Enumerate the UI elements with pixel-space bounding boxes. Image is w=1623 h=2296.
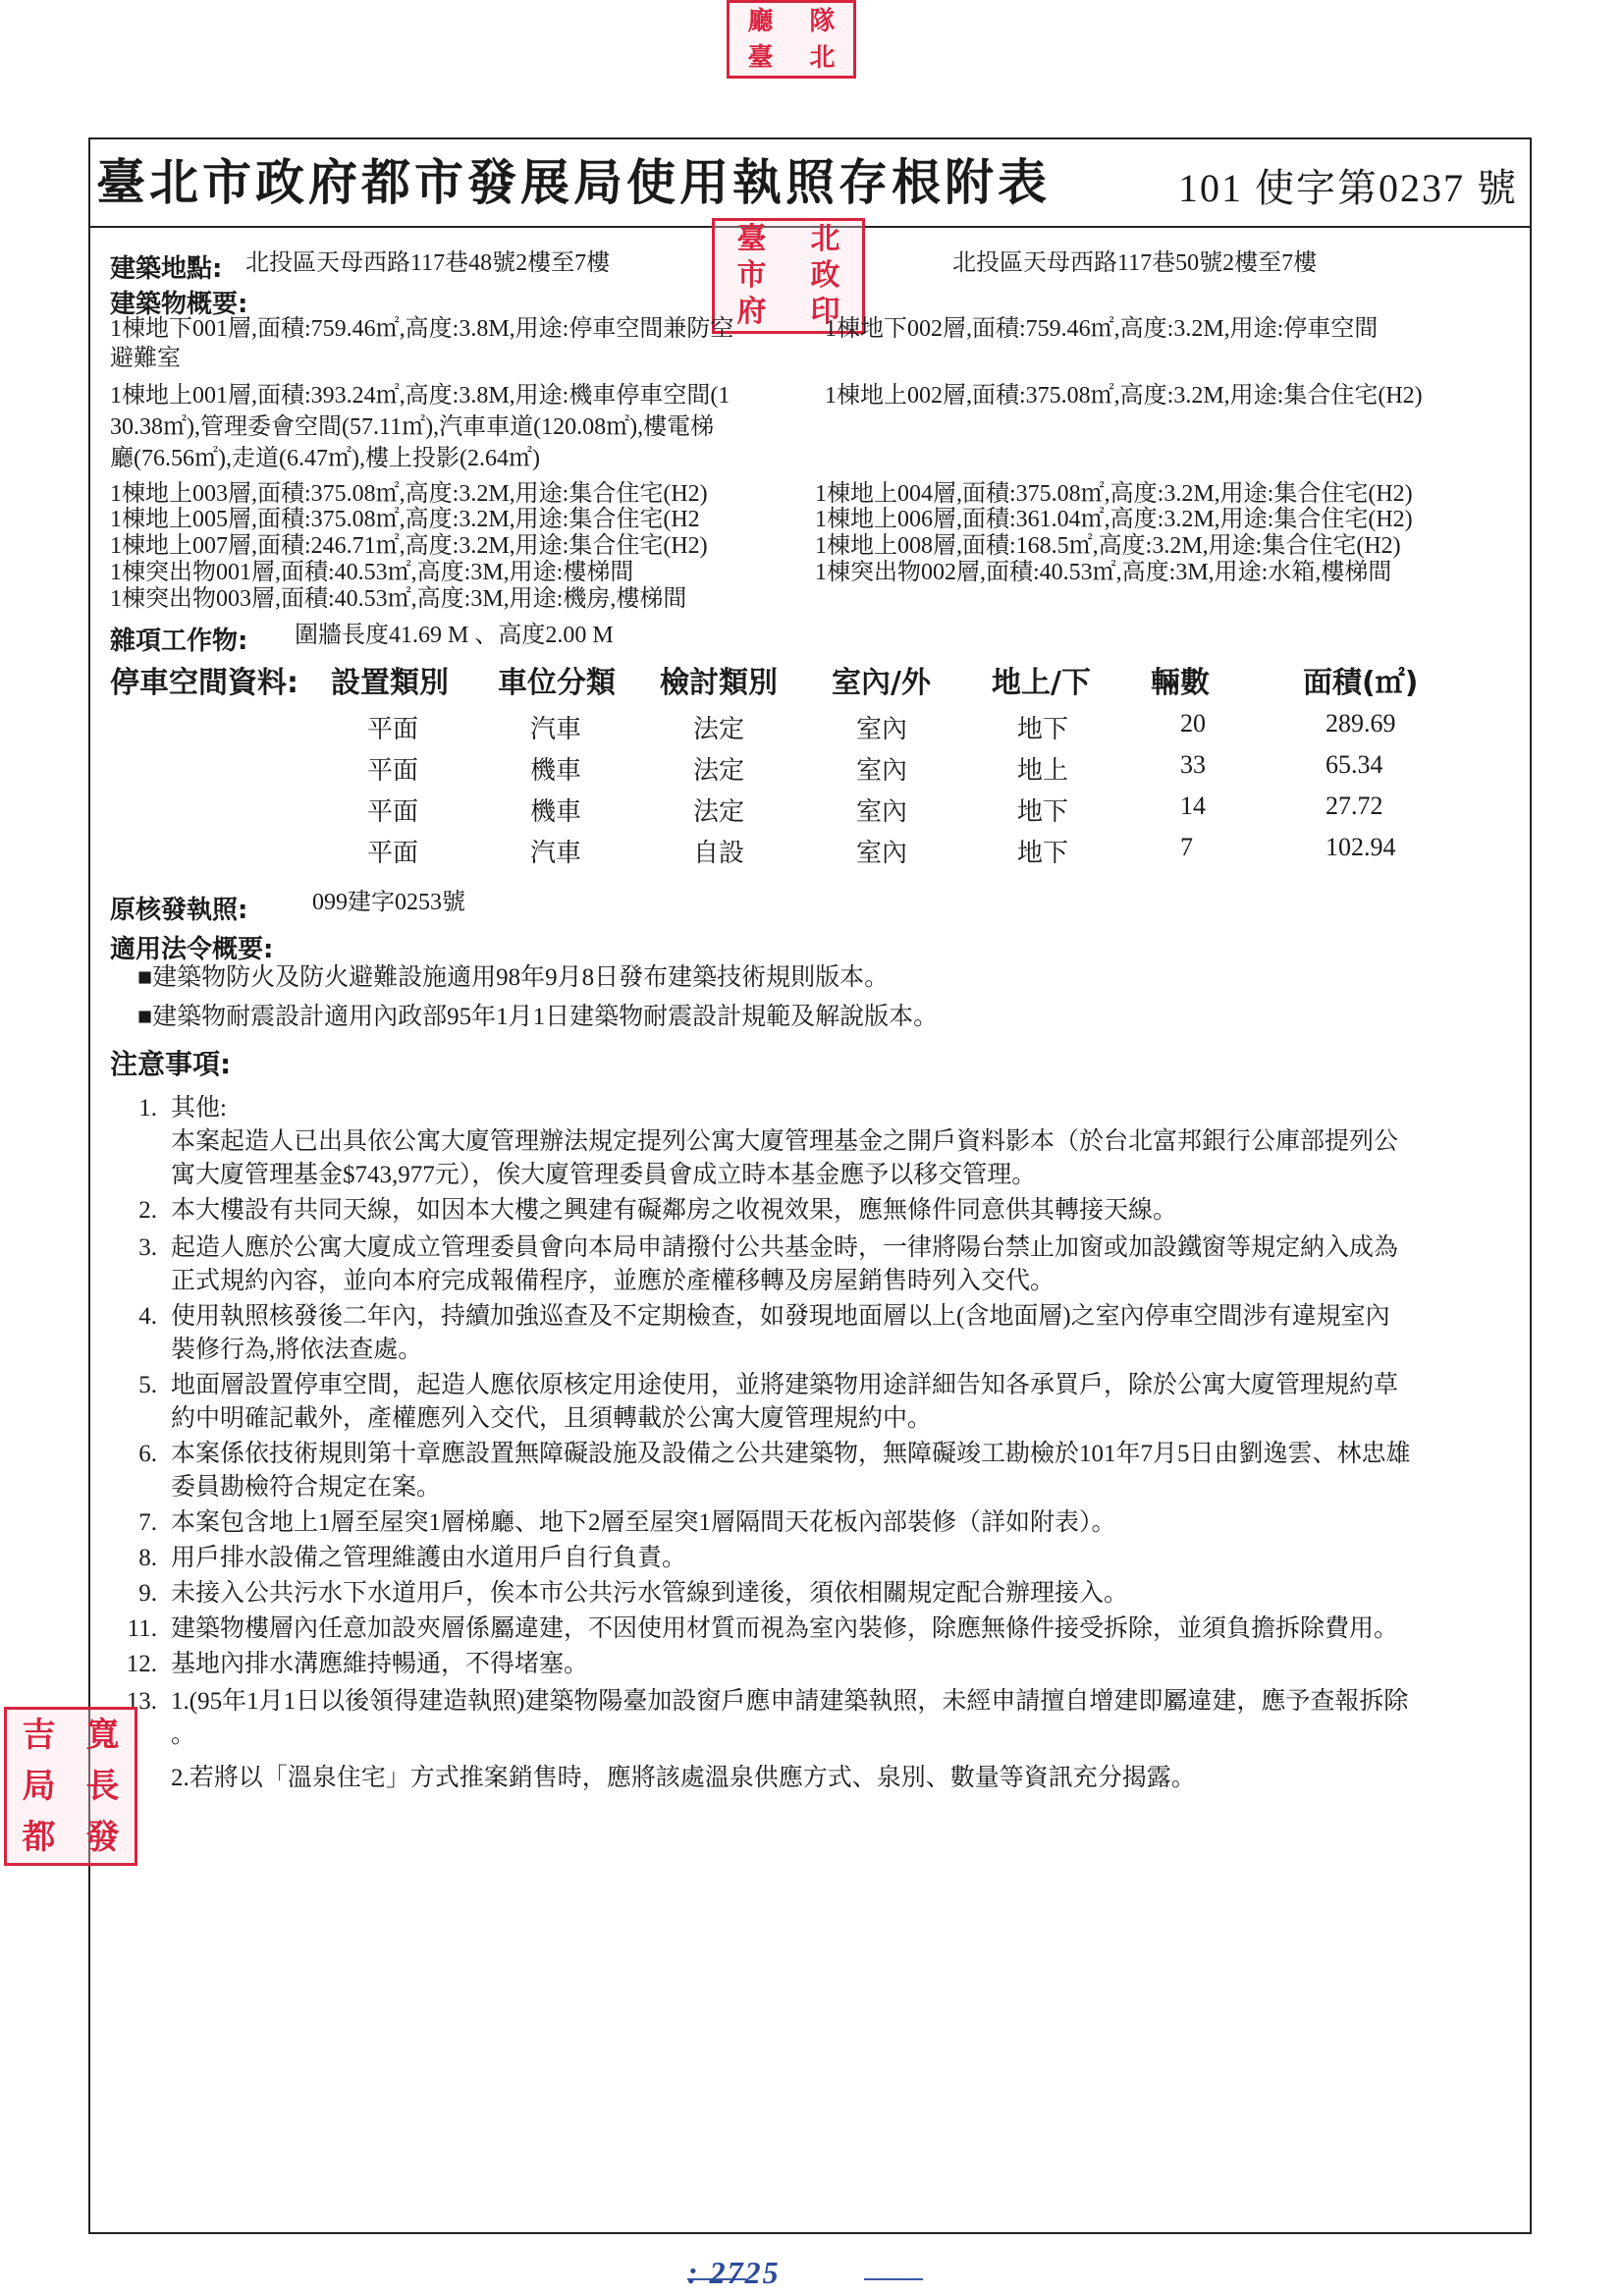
parking-cell: 65.34: [1325, 750, 1383, 779]
parking-cell: 室內: [856, 839, 908, 867]
parking-cell: 法定: [693, 797, 745, 826]
parking-cell: 平面: [367, 715, 419, 743]
official-seal-left: [4, 1707, 137, 1866]
parking-cell: 室內: [856, 797, 908, 826]
overview-line: 1棟地下002層,面積:759.46㎡,高度:3.2M,用途:停車空間: [825, 316, 1379, 342]
seal-char: 局: [22, 1767, 56, 1806]
note-number: 12.: [126, 1651, 157, 1677]
notes-label: 注意事項:: [110, 1048, 232, 1080]
note-number: 11.: [127, 1615, 157, 1642]
note-body: [171, 1648, 1531, 1681]
seal-char: 市: [736, 257, 767, 293]
misc-works-value: 圍牆長度41.69 M 、高度2.00 M: [295, 623, 614, 648]
seal-char: 吉: [22, 1716, 56, 1755]
note-body: [171, 1613, 1531, 1646]
note-body: [171, 1369, 1531, 1436]
location-value-1: 北投區天母西路117巷48號2樓至7樓: [245, 250, 611, 276]
overview-line: 1棟地下001層,面積:759.46㎡,高度:3.8M,用途:停車空間兼防空: [110, 316, 734, 342]
note-line: 未接入公共污水下水道用戶，俟本市公共污水管線到達後，須依相關規定配合辦理接入。: [171, 1580, 1129, 1607]
parking-cell: 289.69: [1325, 709, 1396, 738]
note-body: [171, 1300, 1531, 1367]
overview-line: 1棟地上005層,面積:375.08㎡,高度:3.2M,用途:集合住宅(H2: [110, 507, 700, 532]
note-number: 6.: [138, 1441, 157, 1467]
parking-label: 停車空間資料:: [110, 666, 298, 700]
parking-cell: 地下: [1017, 797, 1069, 826]
seal-char: 寬: [85, 1716, 120, 1755]
seal-char: 廳: [747, 6, 774, 36]
seal-char: 都: [22, 1818, 56, 1857]
note-number: 5.: [138, 1372, 157, 1398]
note-body: [171, 1577, 1531, 1611]
note-line: 裝修行為,將依法查處。: [171, 1337, 423, 1363]
parking-cell: 汽車: [530, 839, 582, 867]
parking-cell: 機車: [530, 797, 582, 826]
page-number-value: 2725: [709, 2255, 781, 2290]
footer-decoration-right: [864, 2278, 923, 2280]
parking-cell: 102.94: [1325, 833, 1396, 861]
regulations-label: 適用法令概要:: [110, 935, 274, 964]
parking-cell: 7: [1180, 833, 1193, 861]
note-number: 1.: [138, 1095, 157, 1121]
seal-char: 政: [810, 257, 840, 293]
note-line: 1.(95年1月1日以後領得建造執照)建築物陽臺加設窗戶應申請建築執照，未經申請擅自增建即屬違建，應予查報拆除: [171, 1688, 1409, 1715]
note-line: 使用執照核發後二年內，持續加強巡查及不定期檢查，如發現地面層以上(含地面層)之室內停車空間涉有違規室內: [171, 1303, 1390, 1330]
note-line: 。: [171, 1722, 196, 1748]
seal-char: 發: [85, 1818, 120, 1857]
note-line: 本案係依技術規則第十章應設置無障礙設施及設備之公共建築物，無障礙竣工勘檢於101年7月5日由劉逸雲、林忠雄: [171, 1441, 1411, 1467]
overview-line: 1棟地上002層,面積:375.08㎡,高度:3.2M,用途:集合住宅(H2): [825, 383, 1423, 409]
parking-cell: 14: [1180, 792, 1206, 820]
overview-line: 1棟地上001層,面積:393.24㎡,高度:3.8M,用途:機車停車空間(1: [110, 383, 730, 409]
note-line: 其他:: [171, 1095, 227, 1121]
note-line: 地面層設置停車空間，起造人應依原核定用途使用，並將建築物用途詳細告知各承買戶，除於公寓大廈管理規約草: [171, 1372, 1399, 1398]
overview-line: 1棟地上008層,面積:168.5㎡,高度:3.2M,用途:集合住宅(H2): [815, 533, 1401, 559]
parking-header: 面積(㎡): [1303, 666, 1419, 700]
document-title: 臺北市政府都市發展局使用執照存根附表: [96, 153, 1051, 211]
note-body: [171, 1438, 1531, 1504]
note-body: [171, 1685, 1531, 1795]
parking-header: 設置類別: [331, 666, 449, 700]
parking-cell: 平面: [367, 839, 419, 867]
misc-works-label: 雜項工作物:: [110, 627, 248, 656]
regulation-item: ■建築物耐震設計適用內政部95年1月1日建築物耐震設計規範及解說版本。: [137, 1004, 939, 1030]
parking-header: 輛數: [1151, 666, 1210, 700]
note-number: 7.: [138, 1509, 157, 1536]
seal-char: 印: [810, 295, 840, 330]
note-line: 本案包含地上1層至屋突1層梯廳、地下2層至屋突1層隔間天花板內部裝修（詳如附表）。: [171, 1509, 1116, 1536]
note-number: 13.: [126, 1688, 157, 1715]
location-label: 建築地點:: [110, 254, 223, 284]
parking-cell: 27.72: [1325, 792, 1383, 820]
note-line: 2.若將以「溫泉住宅」方式推案銷售時，應將該處溫泉供應方式、泉別、數量等資訊充分揭露。: [171, 1765, 1196, 1791]
official-seal-top: [727, 0, 856, 79]
parking-cell: 法定: [693, 756, 745, 785]
parking-header: 室內/外: [832, 666, 931, 700]
location-value-2: 北投區天母西路117巷50號2樓至7樓: [952, 250, 1318, 276]
parking-cell: 地上: [1017, 756, 1069, 785]
overview-line: 1棟地上003層,面積:375.08㎡,高度:3.2M,用途:集合住宅(H2): [110, 481, 708, 507]
parking-header: 車位分類: [498, 666, 616, 700]
note-line: 委員勘檢符合規定在案。: [171, 1474, 442, 1501]
note-line: 建築物樓層內任意加設夾層係屬違建，不因使用材質而視為室內裝修，除應無條件接受拆除，並須負擔拆除費用。: [171, 1615, 1399, 1642]
parking-cell: 機車: [530, 756, 582, 785]
parking-cell: 室內: [856, 715, 908, 743]
note-body: [171, 1231, 1531, 1298]
parking-cell: 平面: [367, 756, 419, 785]
parking-cell: 20: [1180, 709, 1206, 738]
overview-line: 30.38㎡),管理委會空間(57.11㎡),汽車車道(120.08㎡),樓電梯: [110, 414, 715, 440]
overview-line: 1棟地上007層,面積:246.71㎡,高度:3.2M,用途:集合住宅(H2): [110, 533, 708, 559]
parking-cell: 室內: [856, 756, 908, 785]
seal-char: 臺: [736, 221, 767, 256]
seal-char: 府: [736, 295, 767, 330]
overview-line: 避難室: [110, 346, 181, 371]
overview-label: 建築物概要:: [110, 290, 248, 319]
note-body: [171, 1542, 1531, 1575]
overview-line: 廳(76.56㎡),走道(6.47㎡),樓上投影(2.64㎡): [110, 446, 540, 471]
parking-header: 地上/下: [992, 666, 1091, 700]
page-number: : 2725: [687, 2255, 781, 2290]
note-line: 本大樓設有共同天線，如因本大樓之興建有礙鄰房之收視效果，應無條件同意供其轉接天線。: [171, 1197, 1178, 1224]
overview-line: 1棟地上004層,面積:375.08㎡,高度:3.2M,用途:集合住宅(H2): [815, 481, 1413, 507]
note-body: [171, 1092, 1531, 1192]
parking-cell: 33: [1180, 750, 1206, 779]
note-line: 用戶排水設備之管理維護由水道用戶自行負責。: [171, 1545, 687, 1571]
note-line: 約中明確記載外，產權應列入交代，且須轉載於公寓大廈管理規約中。: [171, 1405, 933, 1432]
overview-line: 1棟突出物001層,面積:40.53㎡,高度:3M,用途:樓梯間: [110, 560, 634, 585]
note-number: 9.: [138, 1580, 157, 1607]
seal-char: 北: [810, 221, 840, 256]
note-line: 寓大廈管理基金$743,977元），俟大廈管理委員會成立時本基金應予以移交管理。: [171, 1162, 1037, 1188]
parking-cell: 法定: [693, 715, 745, 743]
note-body: [171, 1506, 1531, 1540]
note-line: 本案起造人已出具依公寓大廈管理辦法規定提列公寓大廈管理基金之開戶資料影本（於台北富邦銀行公庫部提列公: [171, 1128, 1399, 1155]
overview-line: 1棟突出物003層,面積:40.53㎡,高度:3M,用途:機房,樓梯間: [110, 586, 687, 612]
parking-header: 檢討類別: [660, 666, 778, 700]
note-number: 3.: [138, 1234, 157, 1261]
regulation-item: ■建築物防火及防火避難設施適用98年9月8日發布建築技術規則版本。: [137, 964, 890, 991]
parking-cell: 地下: [1017, 839, 1069, 867]
seal-char: 長: [85, 1767, 120, 1806]
note-line: 起造人應於公寓大廈成立管理委員會向本局申請撥付公共基金時，一律將陽台禁止加窗或加設鐵窗等規定納入成為: [171, 1234, 1399, 1261]
note-body: [171, 1194, 1531, 1228]
parking-cell: 平面: [367, 797, 419, 826]
permit-number: 101 使字第0237 號: [1178, 166, 1518, 210]
seal-char: 北: [809, 42, 836, 73]
parking-cell: 自設: [693, 839, 745, 867]
parking-cell: 地下: [1017, 715, 1069, 743]
note-number: 4.: [138, 1303, 157, 1330]
parking-cell: 汽車: [530, 715, 582, 743]
original-permit-value: 099建字0253號: [312, 890, 465, 915]
note-line: 正式規約內容，並向本府完成報備程序，並應於產權移轉及房屋銷售時列入交代。: [171, 1268, 1055, 1294]
title-row: [88, 137, 1532, 228]
overview-line: 1棟突出物002層,面積:40.53㎡,高度:3M,用途:水箱,樓梯間: [815, 560, 1392, 585]
overview-line: 1棟地上006層,面積:361.04㎡,高度:3.2M,用途:集合住宅(H2): [815, 507, 1413, 532]
seal-char: 臺: [747, 42, 774, 73]
note-number: 2.: [138, 1197, 157, 1224]
seal-char: 隊: [809, 6, 836, 36]
note-number: 8.: [138, 1545, 157, 1571]
note-line: 基地內排水溝應維持暢通，不得堵塞。: [171, 1651, 589, 1677]
original-permit-label: 原核發執照:: [110, 896, 248, 925]
